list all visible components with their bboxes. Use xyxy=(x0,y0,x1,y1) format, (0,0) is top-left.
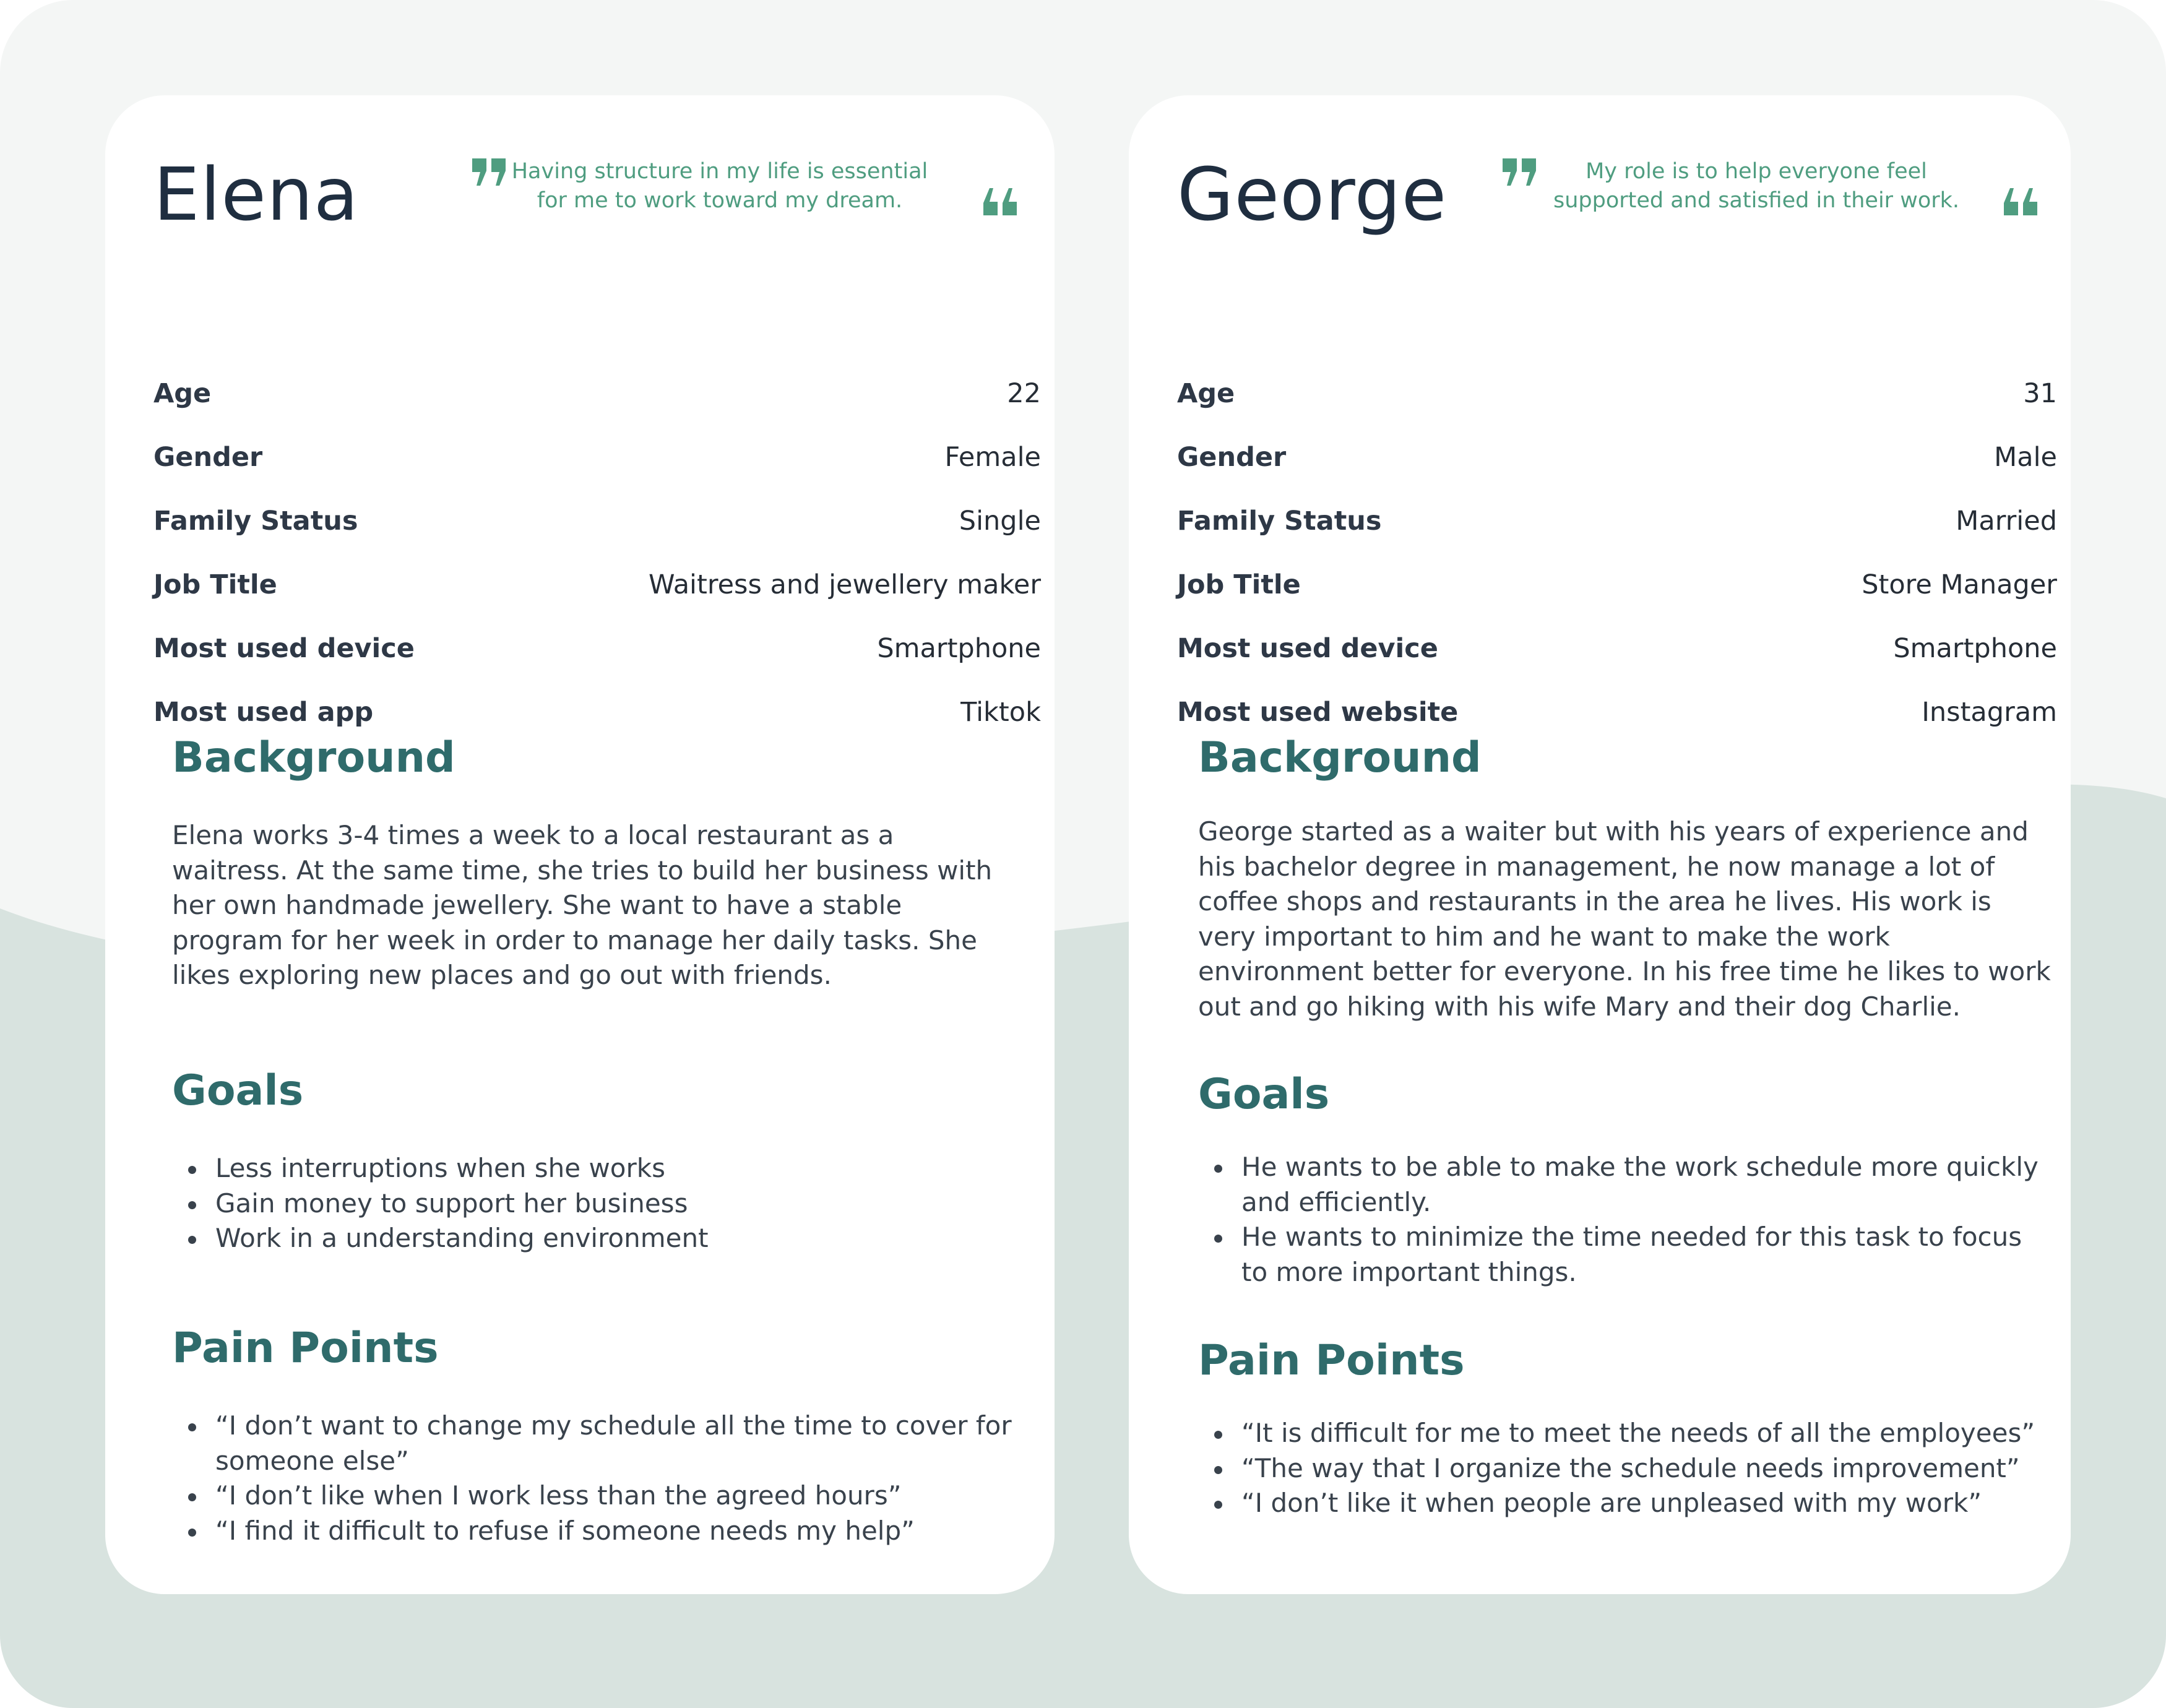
fact-value: Tiktok xyxy=(960,697,1041,728)
goals-heading: Goals xyxy=(1198,1070,1330,1119)
fact-row-most-used-device xyxy=(1177,630,2057,694)
goal-text: He wants to minimize the time needed for this task to focus xyxy=(1241,1222,2022,1252)
goal-text: Less interruptions when she works xyxy=(215,1153,665,1183)
background-text xyxy=(172,818,1026,993)
background-heading: Background xyxy=(1198,733,1482,782)
background-heading: Background xyxy=(172,733,455,782)
quote-close-icon xyxy=(2001,186,2039,217)
pain-point-item xyxy=(1198,1486,2065,1521)
goals-list xyxy=(172,1151,1038,1256)
goals-list xyxy=(1198,1150,2065,1290)
pain-point-text: “I find it difficult to refuse if someone needs my help” xyxy=(215,1515,915,1546)
fact-label: Gender xyxy=(153,442,263,473)
goal-text: and efficiently. xyxy=(1241,1186,1431,1217)
pain-points-list xyxy=(1198,1416,2065,1521)
fact-row-age xyxy=(153,375,1041,439)
fact-row-gender xyxy=(153,439,1041,502)
background-line: waitress. At the same time, she tries to build her business with xyxy=(172,855,993,886)
goal-item xyxy=(1198,1150,2065,1220)
fact-value: Female xyxy=(944,442,1041,473)
goal-item xyxy=(1198,1220,2065,1290)
goal-item xyxy=(172,1221,1038,1256)
pain-point-text: “I don’t like it when people are unpleased with my work” xyxy=(1241,1488,1982,1518)
fact-value: Male xyxy=(1994,442,2057,473)
fact-value: Smartphone xyxy=(877,633,1041,664)
fact-label: Most used website xyxy=(1177,697,1459,728)
fact-row-job-title xyxy=(1177,566,2057,630)
background-line: coffee shops and restaurants in the area he lives. His work is xyxy=(1198,886,1991,917)
pain-points-list xyxy=(172,1408,1038,1548)
persona-quote xyxy=(470,157,1019,244)
pain-point-item xyxy=(172,1408,1038,1478)
fact-label: Family Status xyxy=(1177,506,1382,537)
quote-close-icon xyxy=(980,186,1019,217)
persona-facts xyxy=(153,375,1041,757)
goal-item xyxy=(172,1186,1038,1222)
goal-text: to more important things. xyxy=(1241,1256,1577,1287)
quote-open-icon xyxy=(1501,157,1539,188)
pain-point-item xyxy=(172,1478,1038,1514)
fact-label: Most used device xyxy=(1177,633,1438,664)
fact-value: Waitress and jewellery maker xyxy=(648,569,1041,600)
pain-point-text: someone else” xyxy=(215,1445,409,1476)
fact-row-gender xyxy=(1177,439,2057,502)
pain-point-item xyxy=(1198,1451,2065,1486)
fact-row-most-used-device xyxy=(153,630,1041,694)
background-line: program for her week in order to manage her daily tasks. She xyxy=(172,925,977,955)
fact-label: Age xyxy=(1177,378,1235,409)
goal-text: Gain money to support her business xyxy=(215,1188,688,1218)
fact-value: Smartphone xyxy=(1893,633,2057,664)
pain-point-text: “The way that I organize the schedule needs improvement” xyxy=(1241,1452,2020,1483)
persona-name: George xyxy=(1177,152,1448,237)
fact-label: Most used device xyxy=(153,633,415,664)
fact-value: Single xyxy=(959,506,1041,537)
quote-text xyxy=(1537,157,1976,215)
quote-line-2: supported and satisfied in their work. xyxy=(1553,188,1960,213)
background-line: Elena works 3-4 times a week to a local restaurant as a xyxy=(172,820,894,850)
pain-points-heading: Pain Points xyxy=(1198,1336,1465,1385)
pain-point-text: “I don’t want to change my schedule all the time to cover for xyxy=(215,1410,1012,1441)
background-line: out and go hiking with his wife Mary and their dog Charlie. xyxy=(1198,991,1961,1022)
goals-heading: Goals xyxy=(172,1066,304,1115)
pain-point-text: “It is difficult for me to meet the needs of all the employees” xyxy=(1241,1418,2035,1448)
pain-point-item xyxy=(172,1514,1038,1549)
background-line: environment better for everyone. In his free time he likes to work xyxy=(1198,956,2051,986)
fact-label: Job Title xyxy=(153,569,277,600)
fact-row-family-status xyxy=(1177,502,2057,566)
goal-text: Work in a understanding environment xyxy=(215,1223,709,1253)
fact-label: Gender xyxy=(1177,442,1287,473)
quote-line-1: My role is to help everyone feel xyxy=(1586,159,1927,184)
persona-name: Elena xyxy=(153,152,360,237)
fact-value: Married xyxy=(1956,506,2057,537)
fact-value: Instagram xyxy=(1922,697,2057,728)
pain-points-heading: Pain Points xyxy=(172,1324,439,1373)
fact-row-family-status xyxy=(153,502,1041,566)
fact-row-age xyxy=(1177,375,2057,439)
pain-point-text: “I don’t like when I work less than the agreed hours” xyxy=(215,1480,902,1511)
fact-row-job-title xyxy=(153,566,1041,630)
fact-value: 22 xyxy=(1007,378,1041,409)
quote-line-1: Having structure in my life is essential xyxy=(511,159,928,184)
fact-label: Most used app xyxy=(153,697,374,728)
fact-value: Store Manager xyxy=(1862,569,2057,600)
pain-point-item xyxy=(1198,1416,2065,1451)
background-line: his bachelor degree in management, he now manage a lot of xyxy=(1198,851,1995,882)
persona-card-george xyxy=(1129,95,2071,1594)
persona-facts xyxy=(1177,375,2057,757)
quote-text xyxy=(470,157,969,215)
background-line: her own handmade jewellery. She want to have a stable xyxy=(172,890,902,920)
background-line: likes exploring new places and go out with friends. xyxy=(172,960,832,990)
persona-card-elena xyxy=(105,95,1055,1594)
background-text xyxy=(1198,814,2065,1024)
fact-label: Age xyxy=(153,378,212,409)
goal-item xyxy=(172,1151,1038,1186)
fact-label: Family Status xyxy=(153,506,358,537)
background-line: George started as a waiter but with his years of experience and xyxy=(1198,816,2029,847)
background-line: very important to him and he want to make the work xyxy=(1198,921,1890,952)
goal-text: He wants to be able to make the work schedule more quickly xyxy=(1241,1152,2039,1182)
quote-line-2: for me to work toward my dream. xyxy=(537,188,903,213)
persona-quote xyxy=(1501,157,2039,244)
fact-value: 31 xyxy=(2023,378,2057,409)
fact-label: Job Title xyxy=(1177,569,1301,600)
